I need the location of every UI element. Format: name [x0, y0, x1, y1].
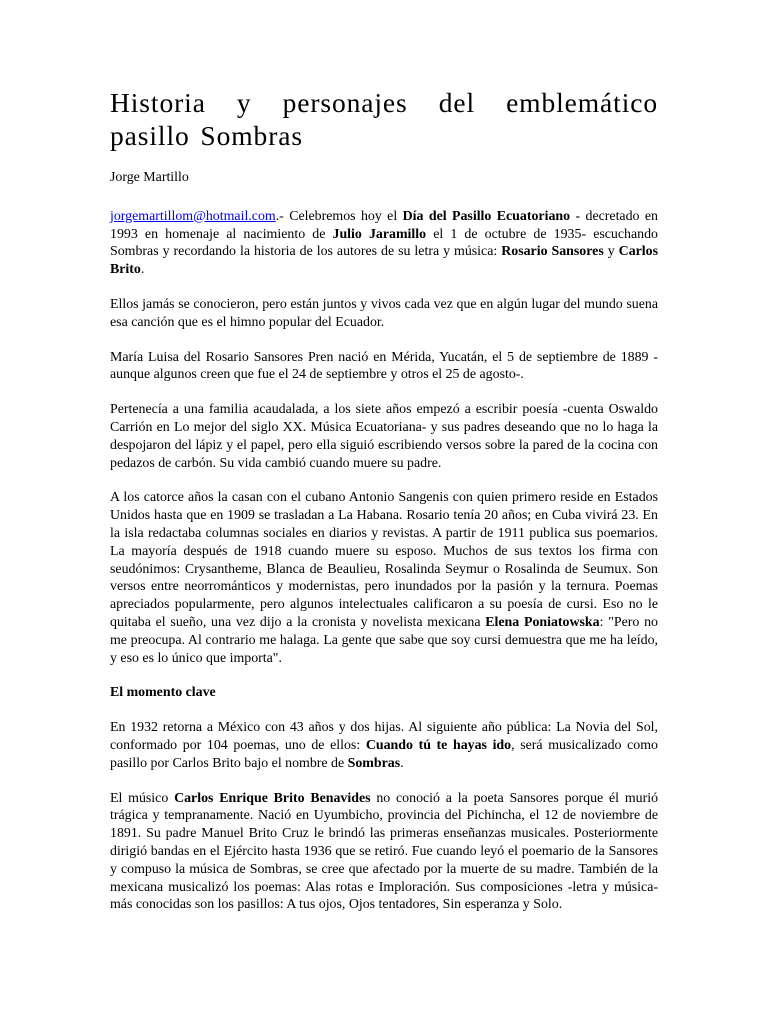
paragraph-6-bold-2: Sombras — [347, 755, 401, 771]
paragraph-5-text-2: : "Pero no me preocupa. Al contrario me halaga. La gente que sabe que soy cursi demuestra que me ha leído, y eso es lo único que importa". — [110, 614, 658, 666]
paragraph-6-text-3: . — [400, 755, 404, 771]
paragraph-6-bold-1: Cuando tú te hayas ido — [365, 737, 512, 753]
section-heading: El momento clave — [110, 685, 216, 701]
paragraph-1-bold-1: Día del Pasillo Ecuatoriano — [402, 208, 571, 224]
paragraph-1-text-5: . — [140, 262, 145, 278]
paragraph-5 — [110, 489, 658, 667]
paragraph-1-bold-4: Carlos Brito — [110, 244, 659, 278]
author-name: Jorge Martillo — [110, 170, 189, 185]
paragraph-4: Pertenecía a una familia acaudalada, a los siete años empezó a escribir poesía -cuenta Oswaldo Carrión en Lo mejor del siglo XX. Música Ecuatoriana- y sus padres deseando que no lo haga la despojaron del lápiz y el papel, pero ella siguió escribiendo versos sobre la pared de la cocina con pedazos de carbón. Su vida cambió cuando muere su padre. — [110, 402, 658, 471]
paragraph-1-text-4: y — [603, 244, 619, 260]
paragraph-1-text-1: .- Celebremos hoy el — [275, 208, 403, 224]
paragraph-1-bold-3: Rosario Sansores — [501, 244, 604, 260]
paragraph-1 — [110, 208, 658, 279]
paragraph-5-text-1: A los catorce años la casan con el cubano Antonio Sangenis con quien primero reside en Estados Unidos hasta que en 1909 se trasladan a La Habana. Rosario tenía 20 años; en Cuba vivirá 23. En la isla redactaba columnas sociales en diarios y revistas. A partir de 1911 publica sus poemarios. La mayoría después de 1918 cuando muere su esposo. Muchos de sus textos los firma con seudónimos: Crysantheme, Blanca de Beaulieu, Rosalinda Seymur o Rosalinda de Seumux. Son versos entre neorrománticos y modernistas, pero inundados por la pasión y la ternura. Poemas apreciados popularmente, pero algunos intelectuales calificaron a su poesía de cursi. Eso no le quitaba el sueño, una vez dijo a la cronista y novelista mexicana — [110, 490, 658, 630]
document-page — [110, 86, 658, 931]
paragraph-1-text-3: el 1 de octubre de 1935- escuchando Sombras y recordando la historia de los autores de su letra y música: — [110, 226, 658, 260]
paragraph-7-text-2: no conoció a la poeta Sansores porque él murió trágica y tempranamente. Nació en Uyumbicho, provincia del Pichincha, el 12 de noviembre de 1891. Su padre Manuel Brito Cruz le brindó las primeras enseñanzas musicales. Posteriormente dirigió bandas en el Ejército hasta 1936 que se retiró. Fue cuando leyó el poemario de la Sansores y compuso la música de Sombras, se cree que afectado por la muerte de su madre. También de la mexicana musicalizó los poemas: Alas rotas e Imploración. Sus composiciones -letra y música- más conocidas son los pasillos: A tus ojos, Ojos tentadores, Sin esperanza y Solo. — [110, 790, 659, 913]
paragraph-1-text-2: - decretado en 1993 en homenaje al nacimiento de — [110, 208, 658, 242]
paragraph-1-bold-2: Julio Jaramillo — [332, 226, 427, 242]
paragraph-7 — [110, 790, 658, 915]
article-title: Historia y personajes del emblemático pasillo Sombras — [110, 87, 658, 151]
author-email-link[interactable]: jorgemartillom@hotmail.com — [110, 208, 276, 224]
paragraph-6-text-2: , será musicalizado como pasillo por Carlos Brito bajo el nombre de — [110, 737, 658, 771]
paragraph-5-bold-1: Elena Poniatowska — [485, 614, 600, 630]
paragraph-6 — [110, 719, 658, 772]
paragraph-7-bold-1: Carlos Enrique Brito Benavides — [174, 790, 371, 806]
paragraph-3: María Luisa del Rosario Sansores Pren nació en Mérida, Yucatán, el 5 de septiembre de 1889 -aunque algunos creen que fue el 24 de septiembre y otros el 25 de agosto-. — [110, 349, 658, 383]
paragraph-7-text-1: El músico — [110, 790, 175, 806]
paragraph-2: Ellos jamás se conocieron, pero están juntos y vivos cada vez que en algún lugar del mundo suena esa canción que es el himno popular del Ecuador. — [110, 296, 658, 330]
paragraph-6-text-1: En 1932 retorna a México con 43 años y dos hijas. Al siguiente año pública: La Novia del Sol, conformado por 104 poemas, uno de ellos: — [110, 720, 658, 753]
